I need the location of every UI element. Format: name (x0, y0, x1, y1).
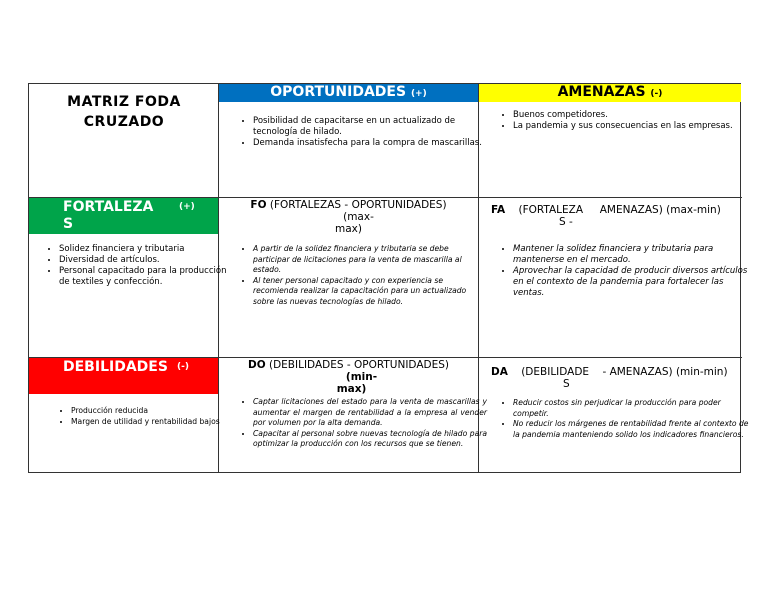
da-header (491, 366, 741, 390)
do-line3: max) (336, 383, 367, 395)
matrix-title-line2: CRUZADO (83, 114, 165, 130)
list-item: • Reducir costos sin perjudicar la producción para poder competir. (513, 398, 749, 419)
fa-desc-a: (FORTALEZA (518, 204, 584, 216)
amenazas-header (479, 84, 741, 102)
list-item: • Capacitar al personal sobre nuevas tecnología de hilado para optimizar la producción con los recursos que se tienen. (253, 429, 487, 450)
amenazas-cell (479, 84, 742, 198)
fortalezas-label-tail: S (63, 216, 74, 232)
fo-code: FO (250, 199, 267, 211)
foda-matrix-table (28, 83, 749, 473)
list-item: • Personal capacitado para la producción de textiles y confección. (59, 266, 229, 288)
da-desc-a: (DEBILIDADE (521, 366, 590, 378)
fa-desc-b: AMENAZAS) (max-min) (599, 204, 721, 216)
fa-list (493, 244, 749, 299)
fa-header (491, 204, 741, 228)
do-header (219, 359, 478, 395)
fo-desc: (FORTALEZAS - OPORTUNIDADES) (269, 199, 447, 211)
oportunidades-cell (219, 84, 482, 198)
fa-cell (479, 198, 748, 358)
list-item: • Posibilidad de capacitarse en un actualizado de tecnología de hilado. (253, 116, 493, 138)
fo-cell (219, 198, 479, 358)
list-item: • Margen de utilidad y rentabilidad bajos (71, 417, 231, 428)
debilidades-sign: (-) (177, 362, 189, 372)
list-item: • Al tener personal capacitado y con experiencia se recomienda realizar la capacitación para un actualizado sobre las nuevas tecnologías de hilado. (253, 276, 487, 308)
debilidades-label: DEBILIDADES (63, 359, 168, 375)
list-item: • Solidez financiera y tributaria (59, 244, 229, 255)
fa-code: FA (491, 204, 506, 216)
do-desc: (DEBILIDADES - OPORTUNIDADES) (268, 359, 449, 371)
list-item: • Demanda insatisfecha para la compra de mascarillas. (253, 138, 493, 149)
fo-line3: max) (335, 223, 362, 235)
fortalezas-list (39, 244, 229, 288)
matrix-title-cell (29, 84, 219, 198)
debilidades-header (29, 358, 218, 394)
list-item: • Producción reducida (71, 406, 231, 417)
fortalezas-label: FORTALEZA (63, 199, 154, 215)
matrix-title (29, 92, 219, 132)
amenazas-list (493, 110, 743, 132)
debilidades-list (51, 406, 231, 427)
fortalezas-cell (29, 198, 227, 358)
da-line2: S (563, 378, 570, 390)
list-item: • Diversidad de artículos. (59, 255, 229, 266)
da-list (493, 398, 749, 440)
list-item: • Aprovechar la capacidad de producir diversos artículos en el contexto de la pandemia para fortalecer las ventas. (513, 266, 749, 299)
fortalezas-sign: (+) (179, 202, 195, 212)
oportunidades-label: OPORTUNIDADES (270, 84, 407, 100)
list-item: • Mantener la solidez financiera y tributaria para mantenerse en el mercado. (513, 244, 749, 266)
da-desc-b: - AMENAZAS) (min-min) (602, 366, 728, 378)
amenazas-label: AMENAZAS (557, 84, 646, 100)
do-code: DO (247, 359, 266, 371)
list-item: • La pandemia y sus consecuencias en las empresas. (513, 121, 743, 132)
da-code: DA (491, 366, 508, 378)
da-cell (479, 358, 749, 472)
debilidades-cell (29, 358, 219, 472)
fortalezas-header (29, 198, 218, 234)
fo-header (219, 199, 478, 235)
fa-line2: S - (559, 216, 573, 228)
list-item: • A partir de la solidez financiera y tributaria se debe participar de licitaciones para la venta de mascarilla al estado. (253, 244, 487, 276)
do-list (233, 397, 487, 450)
fo-line2: (max- (343, 211, 374, 223)
oportunidades-list (233, 116, 493, 149)
list-item: • Buenos competidores. (513, 110, 743, 121)
do-line2: (min- (345, 371, 378, 383)
amenazas-sign: (-) (650, 89, 663, 99)
do-cell (219, 358, 487, 472)
oportunidades-header (219, 84, 478, 102)
fo-list (233, 244, 487, 307)
list-item: • Captar licitaciones del estado para la venta de mascarillas y aumentar el margen de rentabilidad a la empresa al vender por volumen por la alta demanda. (253, 397, 487, 429)
matrix-title-line1: MATRIZ FODA (67, 94, 181, 110)
oportunidades-sign: (+) (410, 89, 427, 99)
list-item: • No reducir los márgenes de rentabilidad frente al contexto de la pandemia manteniendo solido los indicadores financieros. (513, 419, 749, 440)
